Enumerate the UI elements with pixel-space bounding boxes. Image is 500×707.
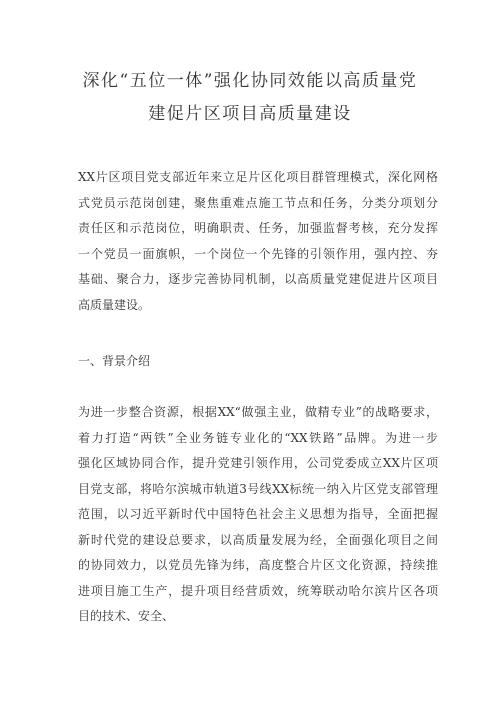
section-heading: 一、背景介绍 [78, 354, 151, 368]
background-line: 目的技术、安全、 [78, 609, 175, 623]
intro-line: 式党员示范岗创建，聚焦重难点施工节点和任务，分类分项划分 [78, 195, 438, 210]
background-line: 为进一步整合资源，根据XX“做强主业，做精专业”的战略要求， [78, 405, 438, 419]
intro-line: XX片区项目党支部近年来立足片区化项目群管理模式，深化网格 [78, 170, 438, 184]
background-line: 目党支部，将哈尔滨城市轨道3号线XX标统一纳入片区党支部管理 [78, 481, 438, 496]
intro-line: 责任区和示范岗位，明确职责、任务，加强监督考核，充分发挥 [78, 221, 438, 235]
background-line: 着力打造“两铁”全业务链专业化的“XX铁路”品牌。为进一步 [78, 430, 438, 445]
background-line: 强化区域协同合作，提升党建引领作用，公司党委成立XX片区项 [78, 456, 438, 470]
intro-line: 高质量建设。 [78, 297, 151, 312]
intro-paragraph [78, 165, 438, 318]
background-paragraph [78, 400, 438, 630]
background-line: 进项目施工生产，提升项目经营质效，统筹联动哈尔滨片区各项 [78, 583, 438, 598]
document-title-line-1: 深化“五位一体”强化协同效能以高质量党 [82, 71, 418, 91]
background-line: 新时代党的建设总要求，以高质量发展为经，全面强化项目之间 [78, 532, 438, 547]
background-line: 的协同效力，以党员先锋为纬，高度整合片区文化资源，持续推 [78, 558, 438, 572]
background-line: 范围，以习近平新时代中国特色社会主义思想为指导，全面把握 [78, 507, 438, 521]
intro-line: 基础、聚合力，逐步完善协同机制，以高质量党建促进片区项目 [78, 272, 438, 286]
intro-line: 一个党员一面旗帜，一个岗位一个先锋的引领作用，强内控、夯 [78, 246, 438, 261]
document-title-line-2: 建促片区项目高质量建设 [148, 104, 352, 124]
